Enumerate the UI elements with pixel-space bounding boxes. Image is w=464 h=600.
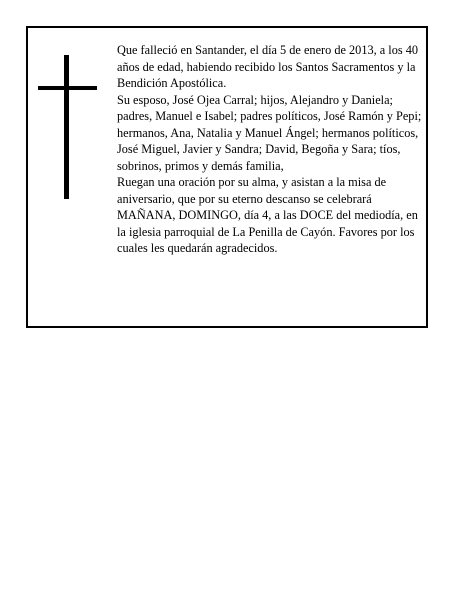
cross-vertical-bar [64, 55, 69, 199]
notice-text [117, 42, 423, 257]
notice-paragraph-family: Su esposo, José Ojea Carral; hijos, Alejandro y Daniela; padres, Manuel e Isabel; padres políticos, José Ramón y Pepi; hermanos, Ana, Natalia y Manuel Ángel; hermanos políticos, José Miguel, Javier y Sandra; David, Begoña y Sara; tíos, sobrinos, primos y demás familia, [117, 92, 422, 173]
obituary-notice [26, 26, 428, 328]
cross-icon [38, 55, 98, 199]
cross-horizontal-bar [38, 86, 97, 90]
notice-paragraph-death: Que falleció en Santander, el día 5 de enero de 2013, a los 40 años de edad, habiendo recibido los Santos Sacramentos y la Bendición Apostólica. [117, 43, 419, 90]
notice-paragraph-mass: Ruegan una oración por su alma, y asistan a la misa de aniversario, que por su eterno descanso se celebrará MAÑANA, DOMINGO, día 4, a las DOCE del mediodía, en la iglesia parroquial de La Penilla de Cayón. Favores por los cuales les quedarán agradecidos. [117, 175, 418, 255]
